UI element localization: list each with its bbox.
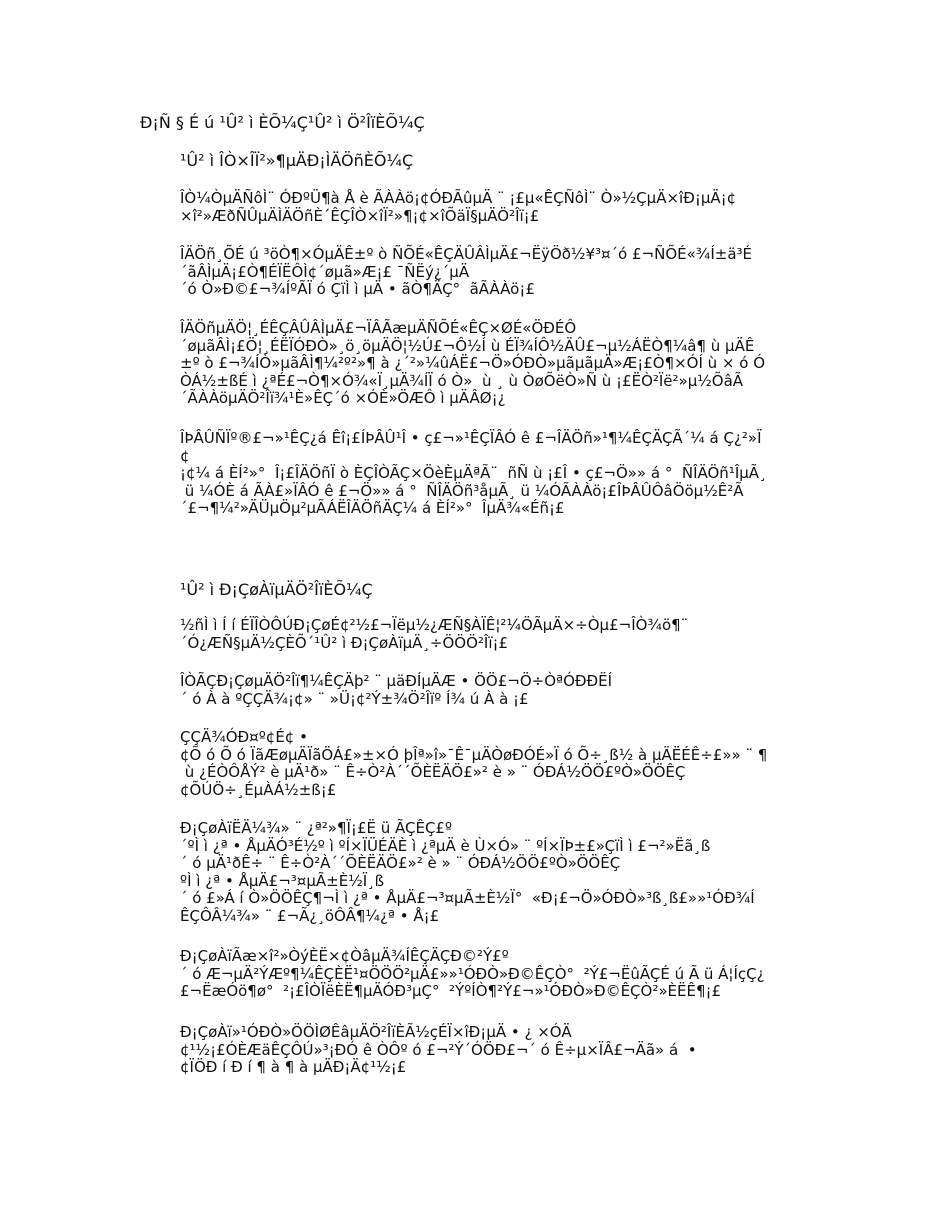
text-line: ±º ò £¬¾ÍÒ»µãÂÌ¶¼²º²»¶ à ¿´²»¼ûÁË£¬Ö»ÓÐÒ»µãµãµÄ»Æ¡£Ò¶×ÓÍ ù × ó Ó [180,354,766,372]
text-line: ¢ÏÖÐ í Ð í ¶ à ¶ à µÄÐ¡Ä¢¹½¡£ [180,1058,407,1076]
paragraph [180,729,820,799]
text-line: ×î²»ÆðÑÛµÄÌÄÖñÈ´ÊÇÎÒ×îÏ²»¶¡¢×îÕäÏ§µÄÖ²Îï¡£ [180,206,540,225]
section-heading: ¹Û² ì Ð¡ÇøÀïµÄÖ²ÎïÈÕ¼Ç [180,580,373,599]
text-line: ÎÒÃÇÐ¡ÇøµÄÖ²Îï¶¼ÊÇÄþ² ¨ µäÐÍµÄÆ • ÖÖ£¬Ö÷ÒªÓÐÐËÍ [180,672,613,690]
document-title: Ð¡Ñ § É ú ¹Û² ì ÈÕ¼Ç¹Û² ì Ö²ÎïÈÕ¼Ç [140,113,425,132]
text-line: £¬ËæÓö¶ø° ²¡£ÎÒÏëÈË¶µÄÓÐ³µÇ° ²ÝºÍÒ¶²Ý£¬»¹ÓÐÒ»Ð©ÊÇÒ²»ÈËÊ¶¡£ [180,982,722,1000]
text-line: ¡¢¼ á ÈÍ²»° Î¡£ÎÄÖñÏ ò ÈÇÎÒÃÇ×ÖèÈµÄªÃ¨ ñÑ ù ¡£Î • ç£¬Ö»» á ° ÑÎÄÖñ¹ÎµÃ¸ [180,464,767,482]
paragraph [180,430,820,518]
text-line: ÊÇÔÂ¼¾» ¨ £¬Ã¿¸öÔÂ¶¼¿ª • Å¡£ [180,906,440,925]
text-line: ´ ó £»Á í Ò»ÖÖÊÇ¶¬Ì ì ¿ª • ÅµÄ£¬³¤µÃ±È½Ï° «Ð¡£¬Ö»ÓÐÒ»³ß¸ß£»»¹ÓÐ¾Í [180,889,755,907]
paragraph [180,617,820,652]
paragraph [180,190,820,225]
text-line: ´£¬¶¼²»ÄÜµÖµ²µÃÁËÎÄÖñÄÇ¼ á ÈÍ²»° ÎµÄ¾«Éñ¡£ [180,499,565,517]
text-line: Ð¡ÇøÀï»¹ÓÐÒ»ÖÖÌØÊâµÄÖ²ÎïÈÃ½çÉÏ×îÐ¡µÄ • ¿ ×ÓÄ [180,1023,572,1041]
paragraph [180,320,820,408]
text-line: ´ºÌ ì ¿ª • ÅµÄÓ³É½º ì ºÍ×ÏÜÉÄÈ ì ¿ªµÄ è Ù×Ó» ¨ ºÍ×ÏÞ±£»ÇïÌ ì £¬²»Ëã¸ß [180,836,711,855]
paragraph [180,246,820,299]
text-line: ¢Õ ó Õ ó ÏãÆøµÄÏãÖÁ£»±×Ó þÎª»î»¯Ê¯µÄÒøÐÓÉ»Ï ó Õ÷¸ß½ à µÄËÉÊ÷£»» ¨ ¶ [180,745,768,764]
text-line: ÎÒ¼ÒµÄÑôÌ¨ ÓÐºÜ¶à Å è ÃÀÀö¡¢ÓÐÃûµÄ ¨ ¡£µ«ÊÇÑôÌ¨ Ò»½ÇµÄ×îÐ¡µÄ¡¢ [180,189,737,207]
text-line: ½ñÌ ì Í í ÉÏÎÒÔÚÐ¡ÇøÉ¢²½£¬Ïëµ½¿ÆÑ§ÀÏÊ¦²¼ÖÃµÄ×÷Òµ£¬ÎÒ¾ö¶¨ [180,616,689,634]
text-line: ´øµãÂÌ¡£Ö¦¸ÉËÏÓÐÒ»¸ö¸öµÄÖ¦½Ú£¬Ô½Í ù ÉÏ¾ÍÔ½ÄÛ£¬µ½ÁËÒ¶¼â¶ ù µÄÊ [180,336,755,355]
paragraph [180,1024,820,1077]
text-line: Ð¡ÇøÀïÃæ×î²»ÒýÈË×¢ÒâµÄ¾ÍÊÇÄÇÐ©²Ý£º [180,947,509,965]
paragraph [180,820,820,925]
text-line: ÎÄÖñµÄÖ¦¸ÉÊÇÂÛÂÌµÄ£¬ÏÂÃæµÄÑÕÉ«ÊÇ×ØÉ«ÖÐÉÔ [180,319,577,337]
text-line: ÒÁ½±ßÉ ì ¿ªÉ£¬Ò¶×Ó¾«Ï¸µÄ¾ÍÏ ó Ò» ù ¸ ù ÒøÕëÒ»Ñ ù ¡£ËÒ²Ïë²»µ½ÕâÃ [180,371,744,390]
text-line: ´Ó¿ÆÑ§µÄ½ÇÈÕ´¹Û² ì Ð¡ÇøÀïµÄ¸÷ÖÖÖ²Îï¡£ [180,633,509,652]
text-line: ÇÇÄ¾ÓÐ¤º¢É¢ • [180,728,308,746]
text-line: ´ ó Æ¬µÄ²ÝÆº¶¼ÊÇÈË¹¤ÖÖÖ²µÄ£»»¹ÓÐÒ»Ð©ÊÇÒ° ²Ý£¬ËûÃÇÉ ú Ã ü Á¦ÍçÇ¿ [180,964,765,983]
text-line: ¢ [180,446,190,465]
text-line: ´ ó µÄ¹ðÊ÷ ¨ Ê÷Ò²À´´ÕÈËÄÖ£»² è » ¨ ÓÐÁ½ÖÖ£ºÒ»ÖÖÊÇ [180,854,621,872]
text-line: ü ¼ÓÈ á ÃÀ£»ÏÂÓ ê £¬Ö»» á ° ÑÎÄÖñ³åµÃ¸ ü ¼ÓÃÀÀö¡£ÎÞÂÛÔâÖöµ½Ê²Ã [180,481,744,500]
text-line: ÎÄÖñ¸ÕÉ ú ³öÒ¶×ÓµÄÊ±º ò ÑÕÉ«ÊÇÄÛÂÌµÄ£¬ËÿÖð½¥³¤´ó £¬ÑÕÉ«¾Í±ä³É [180,245,753,263]
text-line: ´ ó À à ºÇÇÄ¾¡¢» ¨ »Ü¡¢²Ý±¾Ö²Îïº Í¾ ú À à ¡£ [180,689,529,708]
text-line: ¢ÕÚÖ÷¸ÉµÀÁ½±ß¡£ [180,780,337,799]
text-line: ´ÃÀÀöµÄÖ²Îï¾¹È»ÊÇ´ó ×ÓÈ»ÖÆÔ ì µÄÂØ¡¿ [180,389,506,407]
section-heading: ¹Û² ì ÎÒ×ÎÏ²»¶µÄÐ¡ÌÄÖñÈÕ¼Ç [180,151,414,170]
text-line: ´ó Ò»Ð©£¬¾ÍºÃÏ ó ÇïÌ ì µÄ • ãÒ¶ÄÇ° ãÃÀÀö¡£ [180,280,535,298]
text-line: ÎÞÂÛÑÏº®£¬»¹ÊÇ¿á Êî¡£ÍÞÂÛ¹Î • ç£¬»¹ÊÇÏÂÓ ê £¬ÎÄÖñ»¹¶¼ÊÇÄÇÃ´¼ á Ç¿²»Ï [180,429,762,447]
text-line: ¢¹½¡£ÓÈÆäÊÇÔÚ»³¡ÐÓ ê ÒÔº ó £¬²Ý´ÓÖÐ£¬´ ó Ê÷µ×ÏÂ£¬Äã» á • [180,1040,697,1059]
text-line: ´ãÂÌµÄ¡£Ò¶ÉÏËÔÌ¢´øµã»Æ¡£ ¯ÑËý¿´µÄ [180,262,470,281]
text-line: ù ¿ÉÒÔÅÝ² è µÄ¹ð» ¨ Ê÷Ò²À´´ÕÈËÄÖ£»² è » ¨ ÓÐÁ½ÖÖ£ºÒ»ÖÖÊÇ [180,763,686,781]
text-line: ºÌ ì ¿ª • ÅµÄ£¬³¤µÃ±È½Ï¸ß [180,871,385,890]
paragraph [180,948,820,1001]
text-line: Ð¡ÇøÀïËÄ¼¾» ¨ ¿ª²»¶Ï¡£Ë ü ÃÇÊÇ£º [180,819,453,837]
paragraph [180,673,820,708]
